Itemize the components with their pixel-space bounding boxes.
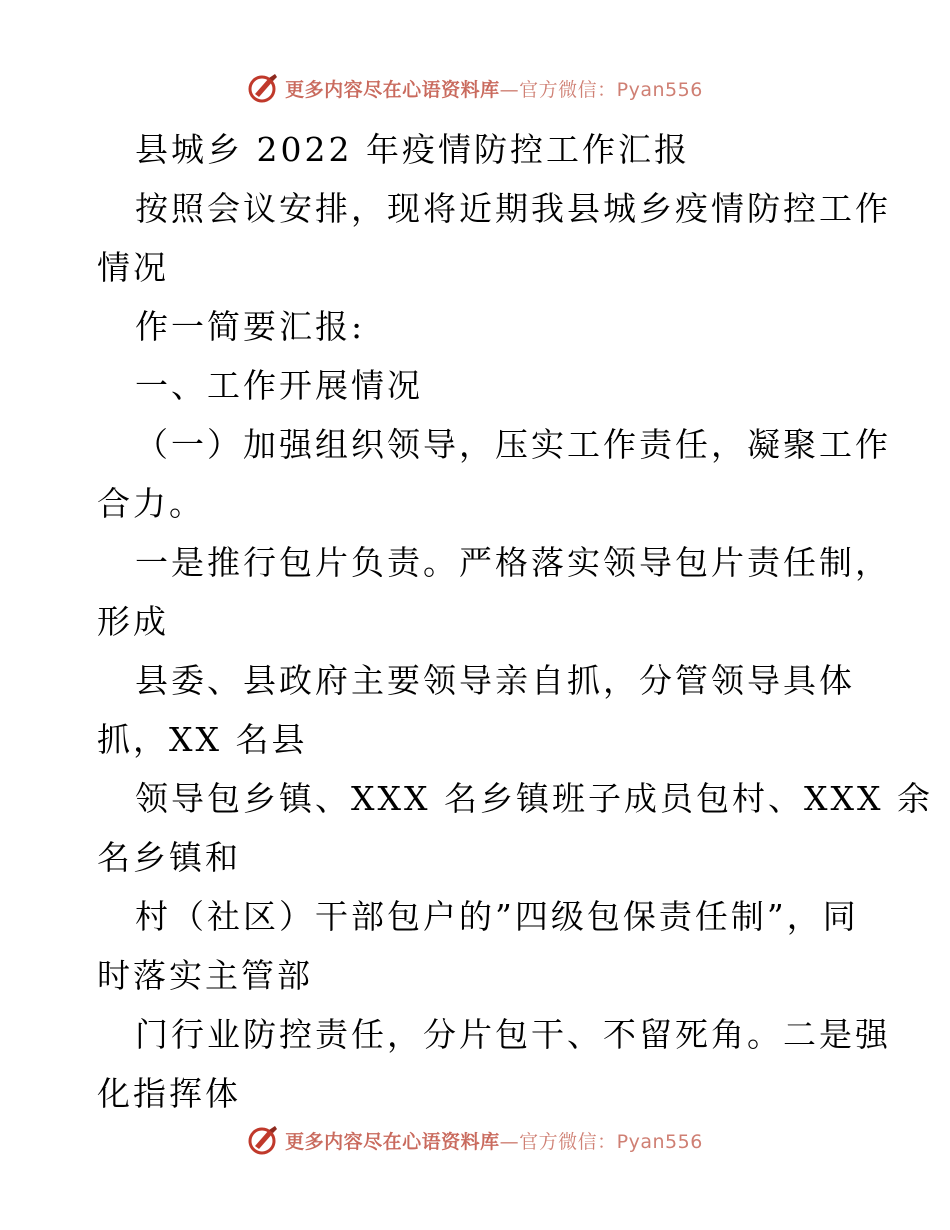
text-line: 抓，XX 名县 (97, 720, 308, 759)
text-line: 时落实主管部 (97, 956, 313, 995)
text-line: 一是推行包片负责。严格落实领导包片责任制， (135, 543, 891, 582)
text-line: 形成 (97, 602, 169, 641)
watermark-text: 更多内容尽在心语资料库—官方微信：Pyan556 (285, 1130, 703, 1153)
text-line: 一、工作开展情况 (135, 366, 423, 405)
header-watermark-banner (0, 68, 950, 108)
brush-logo-icon (247, 1124, 279, 1156)
text-line: 按照会议安排，现将近期我县城乡疫情防控工作 (135, 189, 891, 228)
footer-watermark-banner (0, 1120, 950, 1160)
text-line: 化指挥体 (97, 1074, 241, 1113)
watermark-text: 更多内容尽在心语资料库—官方微信：Pyan556 (285, 78, 703, 101)
text-line: 县委、县政府主要领导亲自抓，分管领导具体 (135, 661, 855, 700)
document-body (97, 120, 933, 1123)
text-line: 作一简要汇报: (135, 307, 366, 346)
text-line: 合力。 (97, 484, 205, 523)
text-line: （一）加强组织领导，压实工作责任，凝聚工作 (135, 425, 891, 464)
text-line: 村（社区）干部包户的”四级包保责任制”，同 (135, 897, 859, 936)
text-line: 领导包乡镇、XXX 名乡镇班子成员包村、XXX 余 (135, 779, 933, 818)
text-line: 县城乡 2022 年疫情防控工作汇报 (135, 130, 690, 169)
brush-logo-icon (247, 72, 279, 104)
text-line: 情况 (97, 248, 169, 287)
text-line: 门行业防控责任，分片包干、不留死角。二是强 (135, 1015, 891, 1054)
text-line: 名乡镇和 (97, 838, 241, 877)
